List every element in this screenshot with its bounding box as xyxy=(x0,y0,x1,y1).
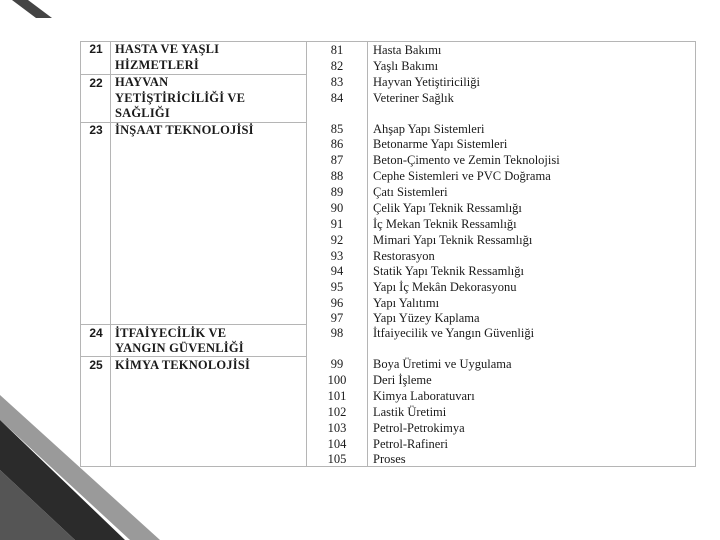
program-name: Beton-Çimento ve Zemin Teknolojisi xyxy=(373,153,560,167)
group-name-line: YANGIN GÜVENLİĞİ xyxy=(115,341,244,355)
program-number: 99 xyxy=(330,357,344,371)
program-name: Deri İşleme xyxy=(373,373,432,387)
programs-table xyxy=(80,41,696,467)
program-number: 89 xyxy=(330,185,344,199)
program-name: Kimya Laboratuvarı xyxy=(373,389,475,403)
program-number: 81 xyxy=(330,43,344,57)
program-name: Petrol-Rafineri xyxy=(373,437,448,451)
program-name: İç Mekan Teknik Ressamlığı xyxy=(373,217,517,231)
program-number: 95 xyxy=(330,280,344,294)
program-name: Çatı Sistemleri xyxy=(373,185,448,199)
group-name-line: İNŞAAT TEKNOLOJİSİ xyxy=(115,123,254,137)
group-name-line: HİZMETLERİ xyxy=(115,58,199,72)
program-name: Petrol-Petrokimya xyxy=(373,421,465,435)
group-number: 24 xyxy=(89,326,103,340)
program-name: Boya Üretimi ve Uygulama xyxy=(373,357,512,371)
program-name: Çelik Yapı Teknik Ressamlığı xyxy=(373,201,522,215)
program-number: 93 xyxy=(330,249,344,263)
program-name: Mimari Yapı Teknik Ressamlığı xyxy=(373,233,533,247)
program-name: Betonarme Yapı Sistemleri xyxy=(373,137,508,151)
program-name: Yaşlı Bakımı xyxy=(373,59,439,73)
program-number: 88 xyxy=(330,169,344,183)
program-number: 97 xyxy=(330,311,344,325)
program-name: Lastik Üretimi xyxy=(373,405,447,419)
program-name: Cephe Sistemleri ve PVC Doğrama xyxy=(373,169,551,183)
group-number: 23 xyxy=(89,123,103,137)
program-number: 104 xyxy=(327,437,347,451)
program-number: 84 xyxy=(330,91,344,105)
program-name: Yapı Yalıtımı xyxy=(373,296,440,310)
program-number: 83 xyxy=(330,75,344,89)
program-number: 96 xyxy=(330,296,344,310)
program-number: 94 xyxy=(330,264,344,278)
program-number: 91 xyxy=(330,217,344,231)
group-name-line: SAĞLIĞI xyxy=(115,106,170,120)
program-number: 98 xyxy=(330,326,344,340)
program-number: 103 xyxy=(327,421,347,435)
program-name: Hasta Bakımı xyxy=(373,43,442,57)
decorative-top-stripe xyxy=(0,0,720,30)
program-number: 87 xyxy=(330,153,344,167)
group-name-line: İTFAİYECİLİK VE xyxy=(115,326,227,340)
program-name: Ahşap Yapı Sistemleri xyxy=(373,122,485,136)
program-number: 102 xyxy=(327,405,347,419)
program-number: 101 xyxy=(327,389,347,403)
group-number: 25 xyxy=(89,358,103,372)
program-number: 100 xyxy=(327,373,347,387)
program-name: Veteriner Sağlık xyxy=(373,91,454,105)
program-number: 82 xyxy=(330,59,344,73)
group-name-line: YETİŞTİRİCİLİĞİ VE xyxy=(115,91,246,105)
group-number: 21 xyxy=(89,42,103,56)
program-name: Yapı İç Mekân Dekorasyonu xyxy=(373,280,517,294)
group-name-line: HASTA VE YAŞLI xyxy=(115,42,220,56)
group-number: 22 xyxy=(89,76,103,90)
group-name-line: HAYVAN xyxy=(115,75,169,89)
program-name: Hayvan Yetiştiriciliği xyxy=(373,75,480,89)
program-name: Yapı Yüzey Kaplama xyxy=(373,311,480,325)
program-name: Proses xyxy=(373,452,406,466)
program-number: 92 xyxy=(330,233,344,247)
program-number: 105 xyxy=(327,452,347,466)
group-name-line: KİMYA TEKNOLOJİSİ xyxy=(115,358,251,372)
program-number: 90 xyxy=(330,201,344,215)
program-name: Statik Yapı Teknik Ressamlığı xyxy=(373,264,524,278)
program-name: Restorasyon xyxy=(373,249,435,263)
program-number: 86 xyxy=(330,137,344,151)
program-number: 85 xyxy=(330,122,344,136)
program-name: İtfaiyecilik ve Yangın Güvenliği xyxy=(373,326,535,340)
